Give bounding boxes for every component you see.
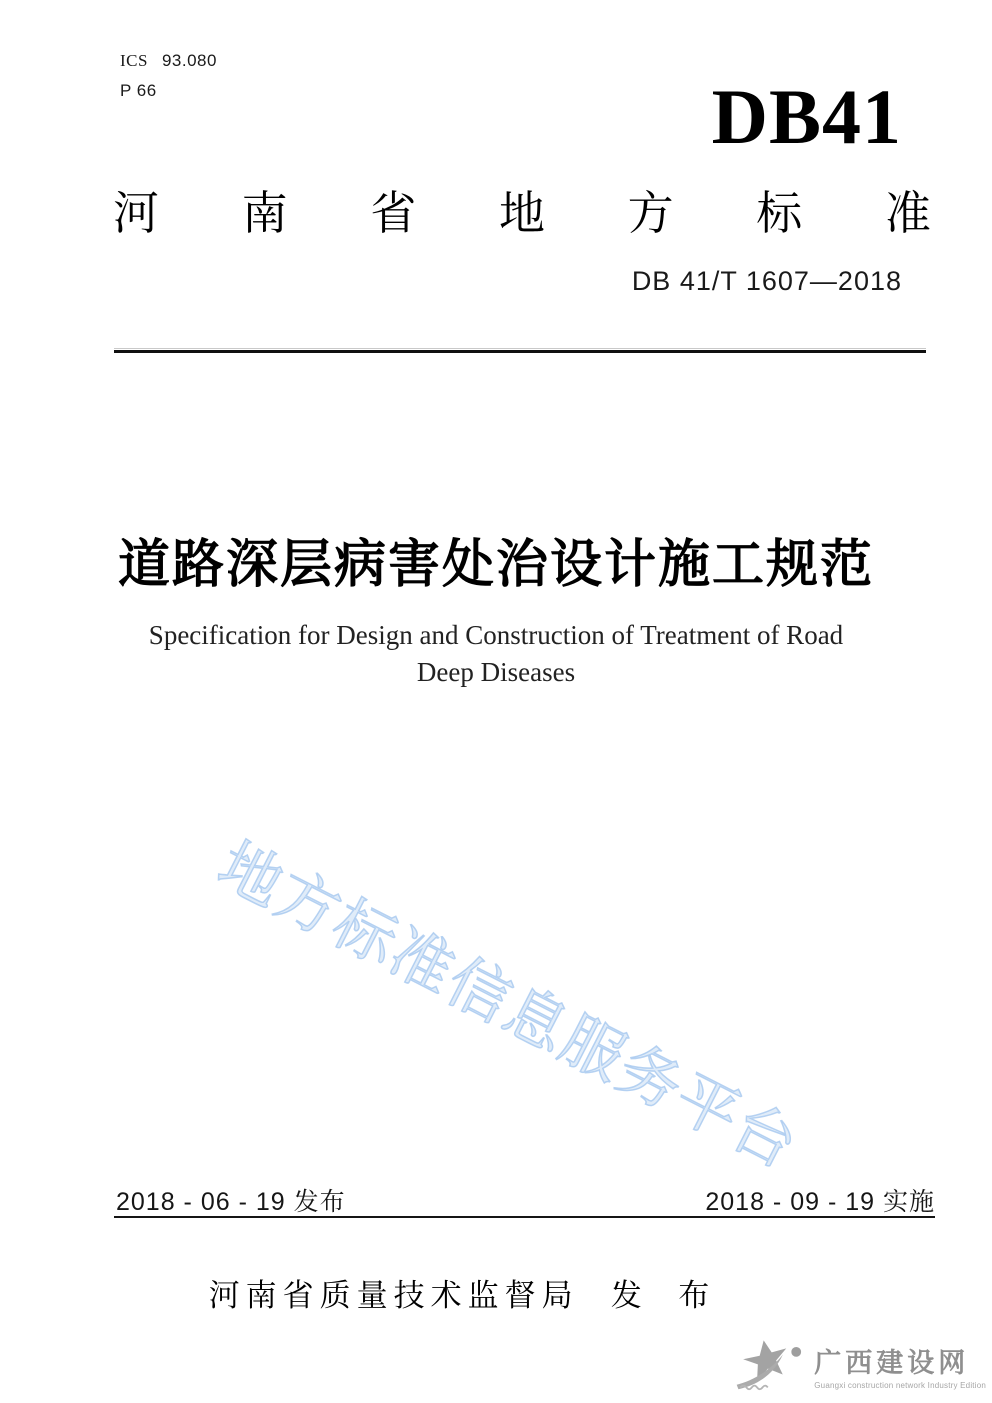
logo-text (814, 1349, 986, 1390)
title-en-line1: Specification for Design and Construction of Treatment of Road (148, 620, 844, 650)
standard-category: 河 南 省 地 方 标 准 (113, 187, 931, 239)
publisher-name: 河南省质量技术监督局 (208, 1278, 579, 1313)
ics-label: ICS (120, 51, 148, 70)
watermark-text: 地方标准信息服务平台 (206, 827, 811, 1184)
logo-name-en: Guangxi construction network Industry Edition (814, 1380, 986, 1390)
logo-name-cn: 广西建设网 (814, 1348, 970, 1379)
classification-code: P 66 (120, 81, 157, 100)
ics-code: 93.080 (161, 51, 217, 70)
standard-code: DB 41/T 1607—2018 (631, 266, 902, 296)
footer-rule (114, 1216, 935, 1218)
title-en (0, 617, 992, 691)
title-en-line2: Deep Diseases (416, 657, 576, 687)
issue-date: 2018 - 06 - 19 发布 (116, 1188, 346, 1216)
publisher-row (0, 1270, 932, 1315)
db-mark: DB41 (711, 73, 902, 160)
title-cn: 道路深层病害处治设计施工规范 (117, 536, 874, 594)
ics-line (120, 46, 217, 76)
publish-label: 发 布 (610, 1278, 724, 1313)
dates-row (116, 1182, 935, 1218)
header-rule (114, 348, 926, 353)
ics-block (120, 46, 217, 106)
implement-date: 2018 - 09 - 19 实施 (705, 1188, 935, 1216)
site-logo (726, 1338, 986, 1401)
star-logo-icon (726, 1338, 806, 1401)
